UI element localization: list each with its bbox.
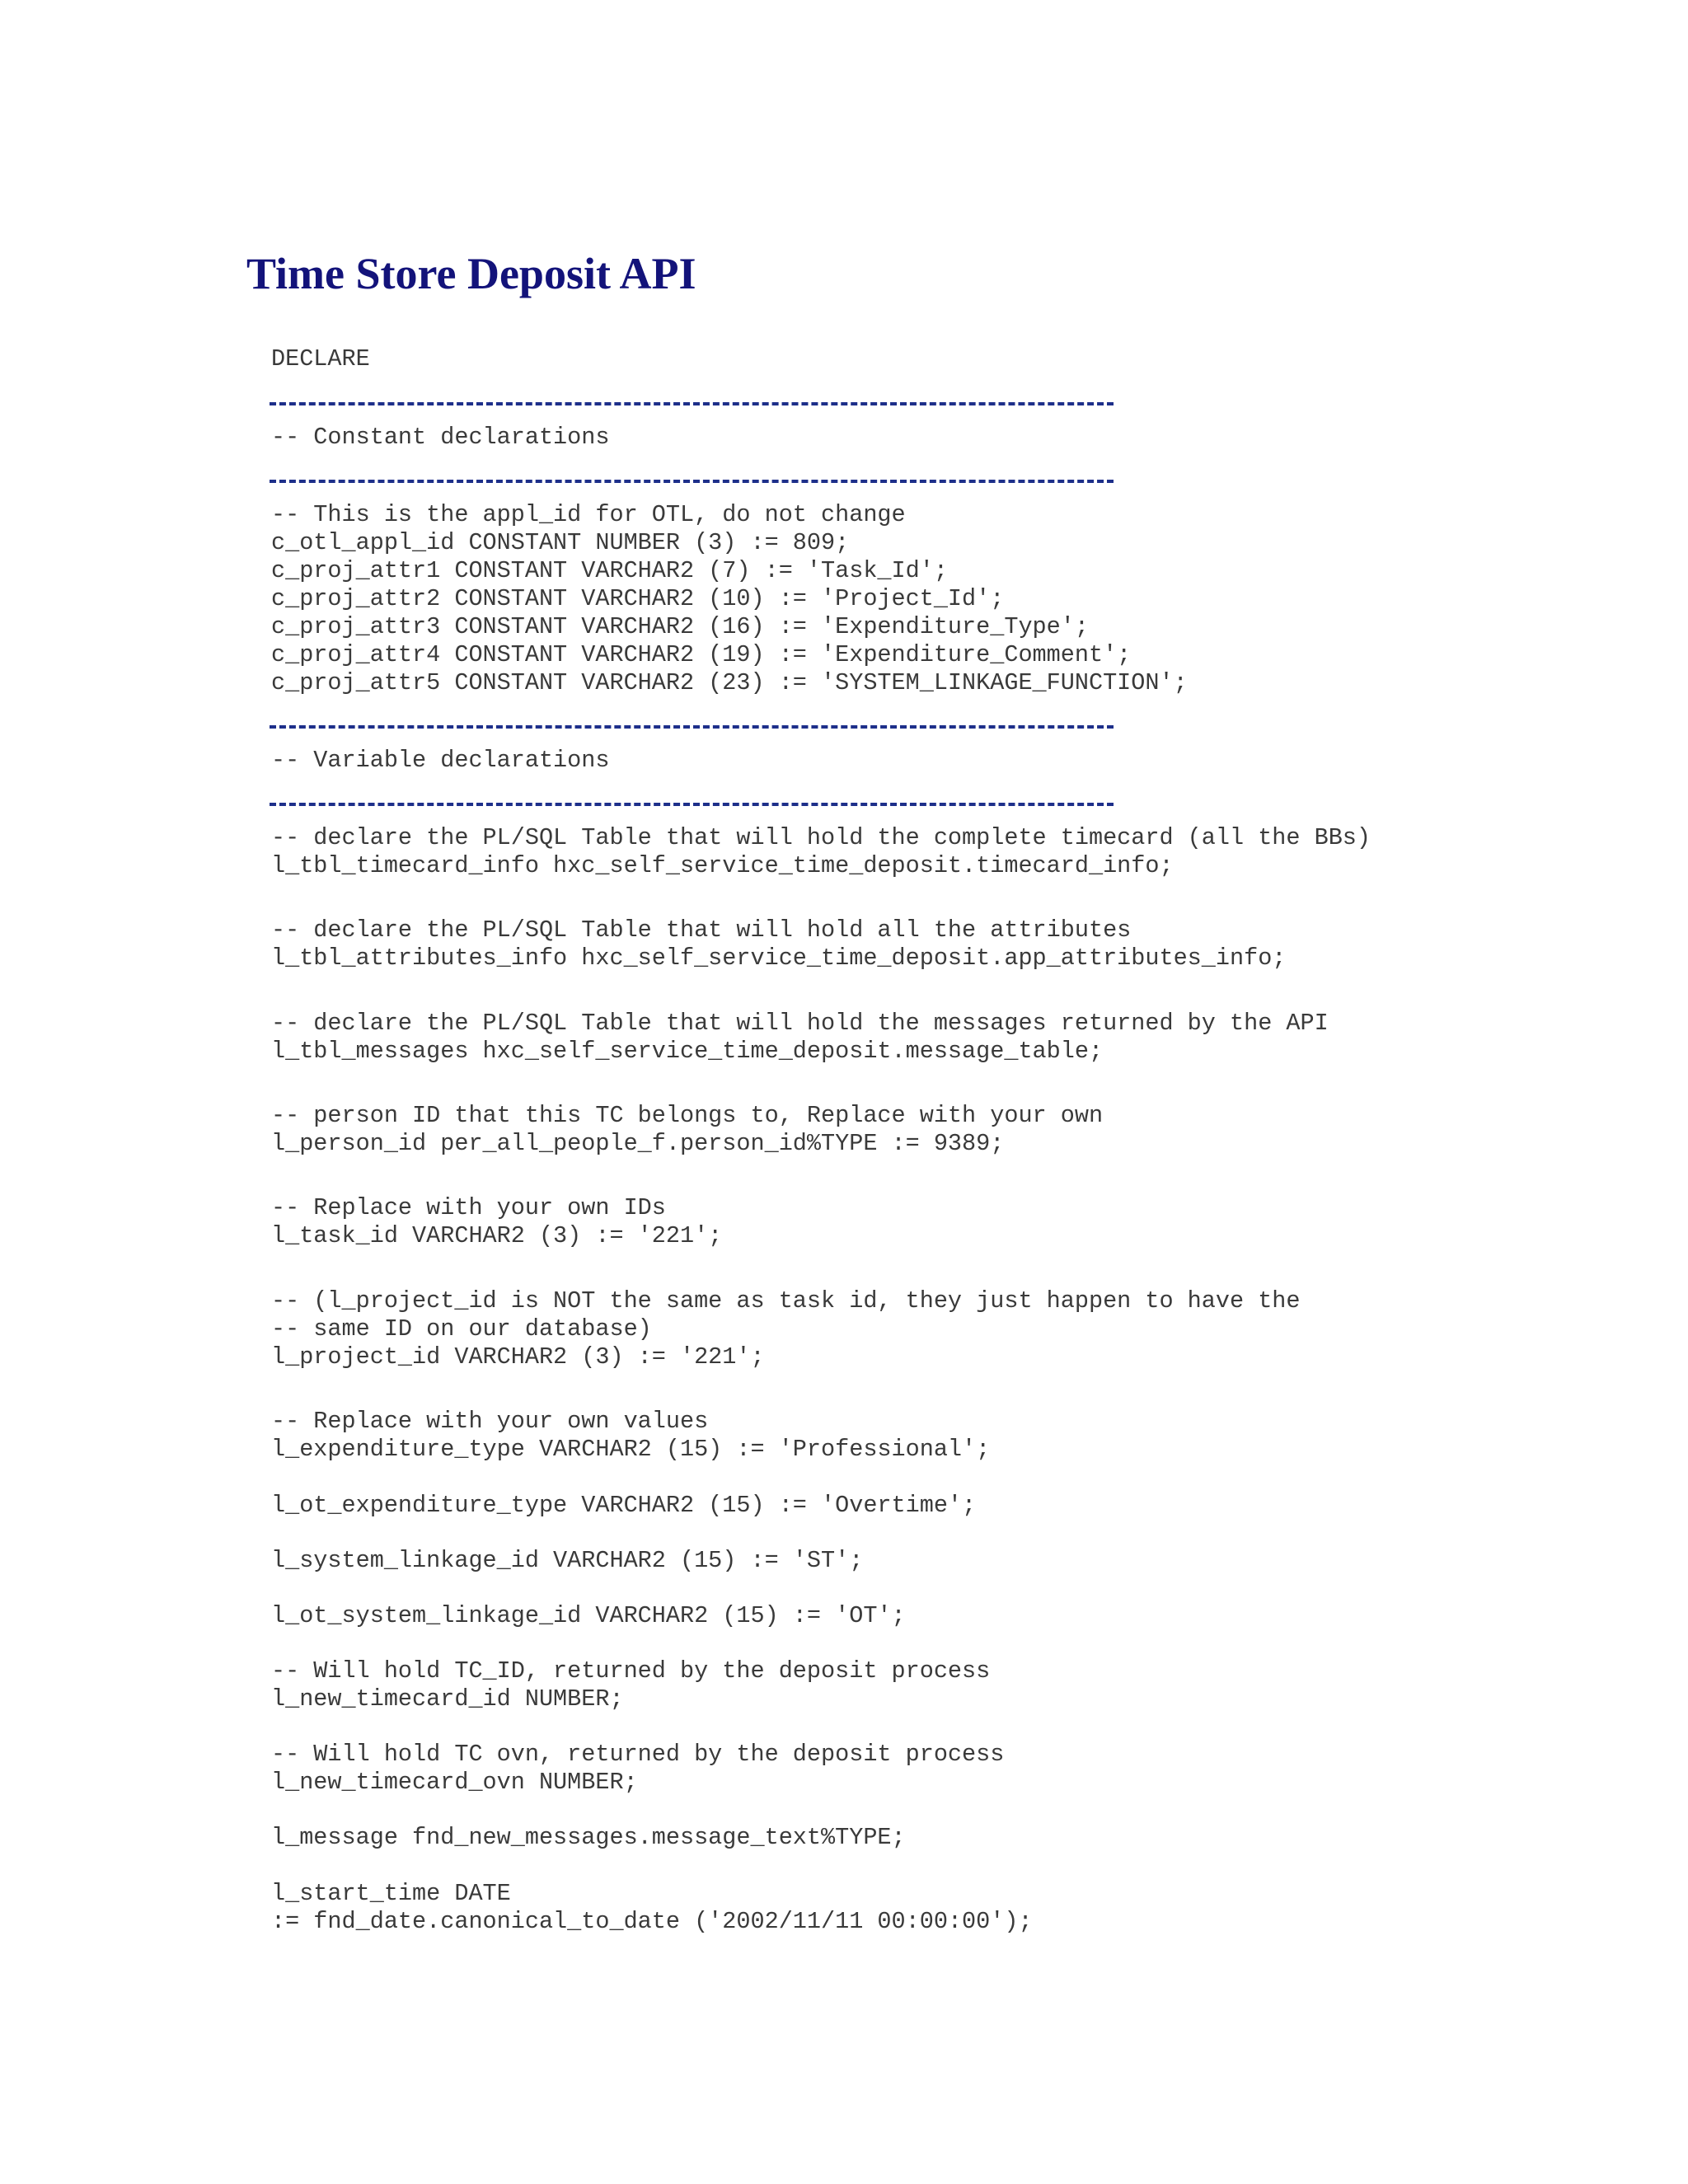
code-line-message: l_message fnd_new_messages.message_text%TYPE; [271,1824,906,1851]
code-comment-variable-section: -- Variable declarations [271,747,610,774]
code-line-proj-attr5: c_proj_attr5 CONSTANT VARCHAR2 (23) := 'SYSTEM_LINKAGE_FUNCTION'; [271,669,1188,696]
code-comment-messages: -- declare the PL/SQL Table that will hold the messages returned by the API [271,1010,1329,1037]
code-comment-project-2: -- same ID on our database) [271,1315,652,1343]
code-comment-person: -- person ID that this TC belongs to, Replace with your own [271,1102,1104,1129]
code-comment-constant-section: -- Constant declarations [271,424,610,451]
code-line-proj-attr4: c_proj_attr4 CONSTANT VARCHAR2 (19) := 'Expenditure_Comment'; [271,641,1132,668]
code-line-project: l_project_id VARCHAR2 (3) := '221'; [271,1343,765,1371]
code-comment-attributes: -- declare the PL/SQL Table that will hold all the attributes [271,916,1132,944]
code-comment-project-1: -- (l_project_id is NOT the same as task id, they just happen to have the [271,1287,1301,1315]
divider-rule [270,480,1114,483]
code-line-declare: DECLARE [271,345,370,373]
code-line-linkage: l_system_linkage_id VARCHAR2 (15) := 'ST'; [271,1547,864,1574]
code-line-proj-attr2: c_proj_attr2 CONSTANT VARCHAR2 (10) := 'Project_Id'; [271,585,1005,612]
code-line-expenditure: l_expenditure_type VARCHAR2 (15) := 'Professional'; [271,1436,991,1463]
code-comment-timecard: -- declare the PL/SQL Table that will hold the complete timecard (all the BBs) [271,824,1372,851]
code-comment-ids: -- Replace with your own IDs [271,1194,666,1221]
code-comment-appl-id: -- This is the appl_id for OTL, do not change [271,501,906,528]
divider-rule [270,803,1114,806]
page-title: Time Store Deposit API [246,249,696,298]
code-line-start-time: l_start_time DATE [271,1880,511,1907]
code-line-start-time-value: := fnd_date.canonical_to_date ('2002/11/11 00:00:00'); [271,1908,1033,1935]
code-line-tc-ovn: l_new_timecard_ovn NUMBER; [271,1769,638,1796]
divider-rule [270,402,1114,405]
code-line-timecard: l_tbl_timecard_info hxc_self_service_time_deposit.timecard_info; [271,852,1174,879]
code-comment-tc-ovn: -- Will hold TC ovn, returned by the deposit process [271,1741,1005,1768]
code-line-ot-expenditure: l_ot_expenditure_type VARCHAR2 (15) := 'Overtime'; [271,1492,977,1519]
code-line-messages: l_tbl_messages hxc_self_service_time_deposit.message_table; [271,1038,1104,1065]
code-line-appl-id: c_otl_appl_id CONSTANT NUMBER (3) := 809; [271,529,850,556]
code-line-person: l_person_id per_all_people_f.person_id%TYPE := 9389; [271,1130,1005,1157]
code-line-proj-attr1: c_proj_attr1 CONSTANT VARCHAR2 (7) := 'Task_Id'; [271,557,948,584]
code-line-ot-linkage: l_ot_system_linkage_id VARCHAR2 (15) := 'OT'; [271,1602,906,1629]
code-line-tc-id: l_new_timecard_id NUMBER; [271,1685,624,1713]
code-line-attributes: l_tbl_attributes_info hxc_self_service_time_deposit.app_attributes_info; [271,944,1287,972]
code-line-proj-attr3: c_proj_attr3 CONSTANT VARCHAR2 (16) := 'Expenditure_Type'; [271,613,1089,640]
code-comment-tc-id: -- Will hold TC_ID, returned by the deposit process [271,1657,991,1685]
code-line-task: l_task_id VARCHAR2 (3) := '221'; [271,1222,723,1249]
divider-rule [270,725,1114,729]
code-comment-values: -- Replace with your own values [271,1408,709,1435]
